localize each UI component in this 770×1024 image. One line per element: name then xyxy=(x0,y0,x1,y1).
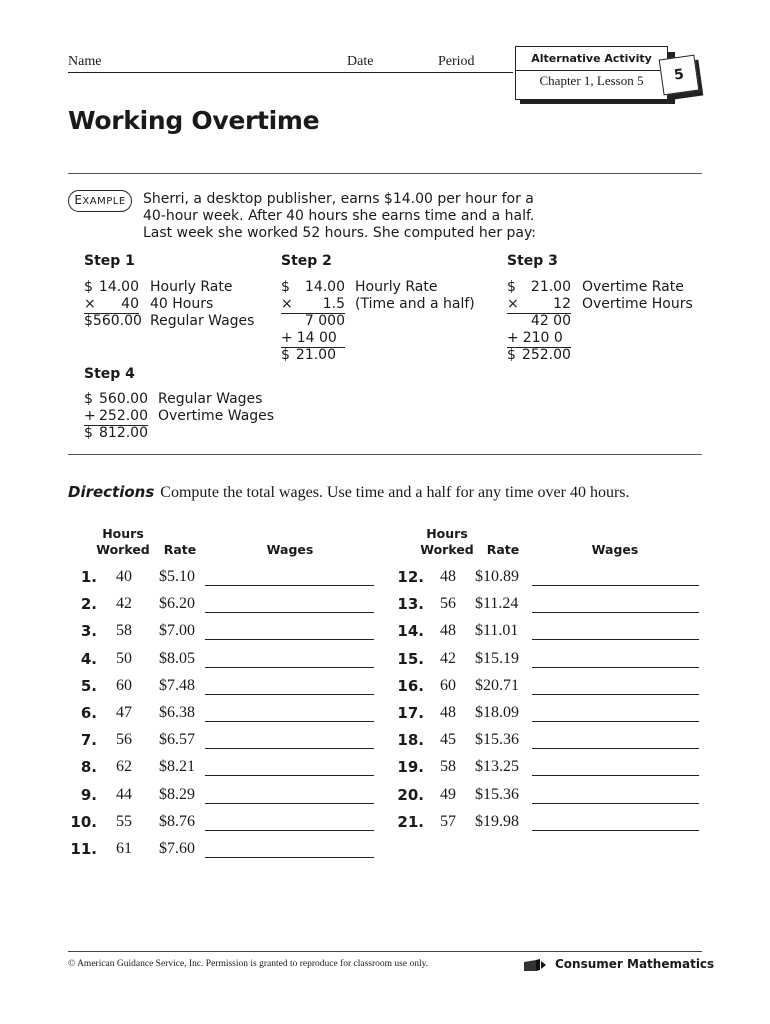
wages-answer-line[interactable] xyxy=(205,857,374,858)
problem-hours: 42 xyxy=(440,649,456,667)
problem-number: 4. xyxy=(80,649,97,668)
problem-number: 11. xyxy=(70,840,97,858)
step2-num: 21.00 xyxy=(295,347,337,363)
step1-label: Regular Wages xyxy=(150,313,255,329)
step3-num: 21.00 xyxy=(530,279,571,295)
problem-number: 16. xyxy=(397,676,424,695)
step3-calc xyxy=(507,279,693,364)
col-rate: Rate xyxy=(163,542,197,557)
step3-num: 12 xyxy=(553,296,571,312)
problem-row xyxy=(0,568,770,595)
problem-hours: 48 xyxy=(440,704,456,721)
step1-op: $ xyxy=(84,279,93,295)
problem-rate: $13.25 xyxy=(475,758,519,776)
example-rule xyxy=(68,454,702,455)
col-hours-line1: Hours xyxy=(426,526,468,541)
step3-heading: Step 3 xyxy=(507,253,558,269)
problem-number: 13. xyxy=(397,595,424,614)
step1-op: × xyxy=(84,296,96,312)
step3-num: 42 00 xyxy=(530,313,571,329)
period-label: Period xyxy=(438,54,475,69)
step2-num: 1.5 xyxy=(322,296,345,312)
step2-label: Hourly Rate xyxy=(355,279,438,295)
activity-badge xyxy=(515,46,668,100)
col-wages: Wages xyxy=(266,542,314,557)
problem-rate: $10.89 xyxy=(475,568,519,585)
step1-num: 14.00 xyxy=(98,279,139,295)
col-hours-line2: Worked xyxy=(420,542,474,557)
problem-hours: 44 xyxy=(116,785,132,803)
step2-op: $ xyxy=(281,279,290,295)
date-label: Date xyxy=(347,54,374,69)
step4-op: + xyxy=(84,408,96,424)
step2-label: (Time and a half) xyxy=(355,296,475,312)
chapter-label: Chapter 1, Lesson 5 xyxy=(539,73,644,88)
step2-op: + xyxy=(281,330,293,346)
problem-hours: 56 xyxy=(116,731,132,749)
problem-number: 7. xyxy=(80,731,97,750)
example-line: Sherri, a desktop publisher, earns $14.00 per hour for a xyxy=(143,191,534,207)
step2-num: 14.00 xyxy=(304,279,345,295)
wages-answer-line[interactable] xyxy=(532,775,699,776)
step3-num: 210 0 xyxy=(522,330,563,346)
step2-num: 7 000 xyxy=(304,313,345,329)
problem-hours: 48 xyxy=(440,622,456,640)
step4-num: 560.00 xyxy=(99,391,148,407)
example-line: 40-hour week. After 40 hours she earns time and a half. xyxy=(143,208,535,224)
name-label: Name xyxy=(68,54,102,69)
problem-hours: 60 xyxy=(440,676,456,694)
problem-hours: 45 xyxy=(440,731,456,749)
problem-hours: 57 xyxy=(440,812,456,830)
problem-number: 8. xyxy=(80,758,97,777)
problem-number: 17. xyxy=(397,704,424,722)
problem-rate: $6.38 xyxy=(159,704,195,721)
activity-label: Alternative Activity xyxy=(516,47,667,71)
problem-rate: $7.60 xyxy=(159,840,195,857)
problem-rate: $20.71 xyxy=(475,676,519,694)
step1-num: $560.00 xyxy=(84,313,142,329)
problem-number: 12. xyxy=(397,568,424,586)
problem-hours: 55 xyxy=(116,812,132,830)
col-rate: Rate xyxy=(486,542,520,557)
problem-row xyxy=(0,650,770,677)
wages-answer-line[interactable] xyxy=(532,803,699,804)
problem-number: 10. xyxy=(70,812,97,831)
step3-op: × xyxy=(507,296,519,312)
example-badge-first: E xyxy=(74,193,83,207)
problem-number: 19. xyxy=(397,758,424,777)
problem-rate: $15.19 xyxy=(475,649,519,667)
wages-answer-line[interactable] xyxy=(532,585,699,586)
problem-rate: $11.24 xyxy=(475,595,519,613)
step4-heading: Step 4 xyxy=(84,366,135,382)
wages-answer-line[interactable] xyxy=(532,721,699,722)
step2-heading: Step 2 xyxy=(281,253,332,269)
title-rule xyxy=(68,173,702,174)
problem-rate: $8.76 xyxy=(159,812,195,830)
problem-rate: $5.10 xyxy=(159,568,195,585)
problem-rate: $15.36 xyxy=(475,785,519,803)
step1-heading: Step 1 xyxy=(84,253,135,269)
problem-hours: 58 xyxy=(116,622,132,640)
problem-number: 9. xyxy=(80,785,97,804)
problem-number: 5. xyxy=(80,676,97,695)
problem-rate: $7.48 xyxy=(159,676,195,694)
step4-label: Regular Wages xyxy=(158,391,263,407)
problem-hours: 42 xyxy=(116,595,132,613)
problem-row xyxy=(0,731,770,758)
problem-rate: $15.36 xyxy=(475,731,519,749)
footer-rule xyxy=(68,951,702,952)
wages-answer-line[interactable] xyxy=(532,830,699,831)
col-hours-line2: Worked xyxy=(96,542,150,557)
problem-number: 1. xyxy=(80,568,97,586)
wages-answer-line[interactable] xyxy=(532,612,699,613)
problem-row xyxy=(0,595,770,622)
problem-number: 20. xyxy=(397,785,424,804)
step4-calc xyxy=(84,391,274,442)
step1-label: 40 Hours xyxy=(150,296,214,312)
problem-hours: 48 xyxy=(440,568,456,585)
step2-num: 14 00 xyxy=(296,330,337,346)
problem-number: 6. xyxy=(80,704,97,722)
problem-rate: $11.01 xyxy=(475,622,519,640)
problem-row xyxy=(0,704,770,731)
problem-number: 3. xyxy=(80,622,97,641)
problem-hours: 61 xyxy=(116,840,132,857)
directions xyxy=(68,483,630,502)
step3-op: + xyxy=(507,330,519,346)
col-hours-worked xyxy=(416,526,478,558)
step4-op: $ xyxy=(84,425,93,441)
problem-row xyxy=(0,622,770,649)
problem-row xyxy=(0,813,770,840)
step4-op: $ xyxy=(84,391,93,407)
step4-label: Overtime Wages xyxy=(158,408,275,424)
problem-number: 15. xyxy=(397,649,424,668)
step4-num: 252.00 xyxy=(99,408,148,424)
wages-answer-line[interactable] xyxy=(532,667,699,668)
problem-rate: $7.00 xyxy=(159,622,195,640)
wages-answer-line[interactable] xyxy=(532,639,699,640)
problem-number: 2. xyxy=(80,595,97,614)
problem-hours: 49 xyxy=(440,785,456,803)
problem-number: 21. xyxy=(397,812,424,831)
step3-num: 252.00 xyxy=(521,347,571,363)
problem-row xyxy=(0,786,770,813)
copyright-text: © American Guidance Service, Inc. Permission is granted to reproduce for classroom use only. xyxy=(68,959,429,969)
problem-hours: 40 xyxy=(116,568,132,585)
example-badge-rest: XAMPLE xyxy=(82,196,126,207)
directions-label: Directions xyxy=(68,483,155,501)
problem-hours: 60 xyxy=(116,676,132,694)
col-hours-worked xyxy=(92,526,154,558)
problem-rate: $19.98 xyxy=(475,812,519,830)
step4-num: 812.00 xyxy=(99,425,148,441)
directions-text: Compute the total wages. Use time and a half for any time over 40 hours. xyxy=(160,484,630,501)
col-wages: Wages xyxy=(591,542,639,557)
wages-answer-line[interactable] xyxy=(532,748,699,749)
page-title: Working Overtime xyxy=(68,106,320,135)
step2-calc xyxy=(281,279,475,364)
step3-label: Overtime Hours xyxy=(582,296,693,312)
problem-row xyxy=(0,840,770,867)
problem-rate: $8.29 xyxy=(159,785,195,803)
header-rule xyxy=(68,72,513,73)
step2-op: × xyxy=(281,296,293,312)
problem-hours: 58 xyxy=(440,758,456,776)
step2-op: $ xyxy=(281,347,290,363)
problem-rate: $8.05 xyxy=(159,649,195,667)
problem-hours: 62 xyxy=(116,758,132,776)
problem-rate: $18.09 xyxy=(475,704,519,721)
problem-hours: 56 xyxy=(440,595,456,613)
activity-number: 5 xyxy=(659,55,700,96)
example-text xyxy=(143,191,563,242)
problem-hours: 47 xyxy=(116,704,132,721)
step3-label: Overtime Rate xyxy=(582,279,684,295)
book-title: Consumer Mathematics xyxy=(555,957,715,971)
wages-answer-line[interactable] xyxy=(532,694,699,695)
book-icon xyxy=(523,958,547,972)
example-badge xyxy=(68,190,132,212)
step3-op: $ xyxy=(507,279,516,295)
problem-rate: $6.20 xyxy=(159,595,195,613)
step3-op: $ xyxy=(507,347,516,363)
step1-calc xyxy=(84,279,254,330)
example-line: Last week she worked 52 hours. She computed her pay: xyxy=(143,225,536,241)
problem-rate: $8.21 xyxy=(159,758,195,776)
problem-row xyxy=(0,677,770,704)
problem-number: 14. xyxy=(397,622,424,641)
step1-label: Hourly Rate xyxy=(150,279,233,295)
problem-rate: $6.57 xyxy=(159,731,195,749)
problem-number: 18. xyxy=(397,731,424,750)
problem-hours: 50 xyxy=(116,649,132,667)
step1-num: 40 xyxy=(121,296,139,312)
col-hours-line1: Hours xyxy=(102,526,144,541)
problem-row xyxy=(0,758,770,785)
